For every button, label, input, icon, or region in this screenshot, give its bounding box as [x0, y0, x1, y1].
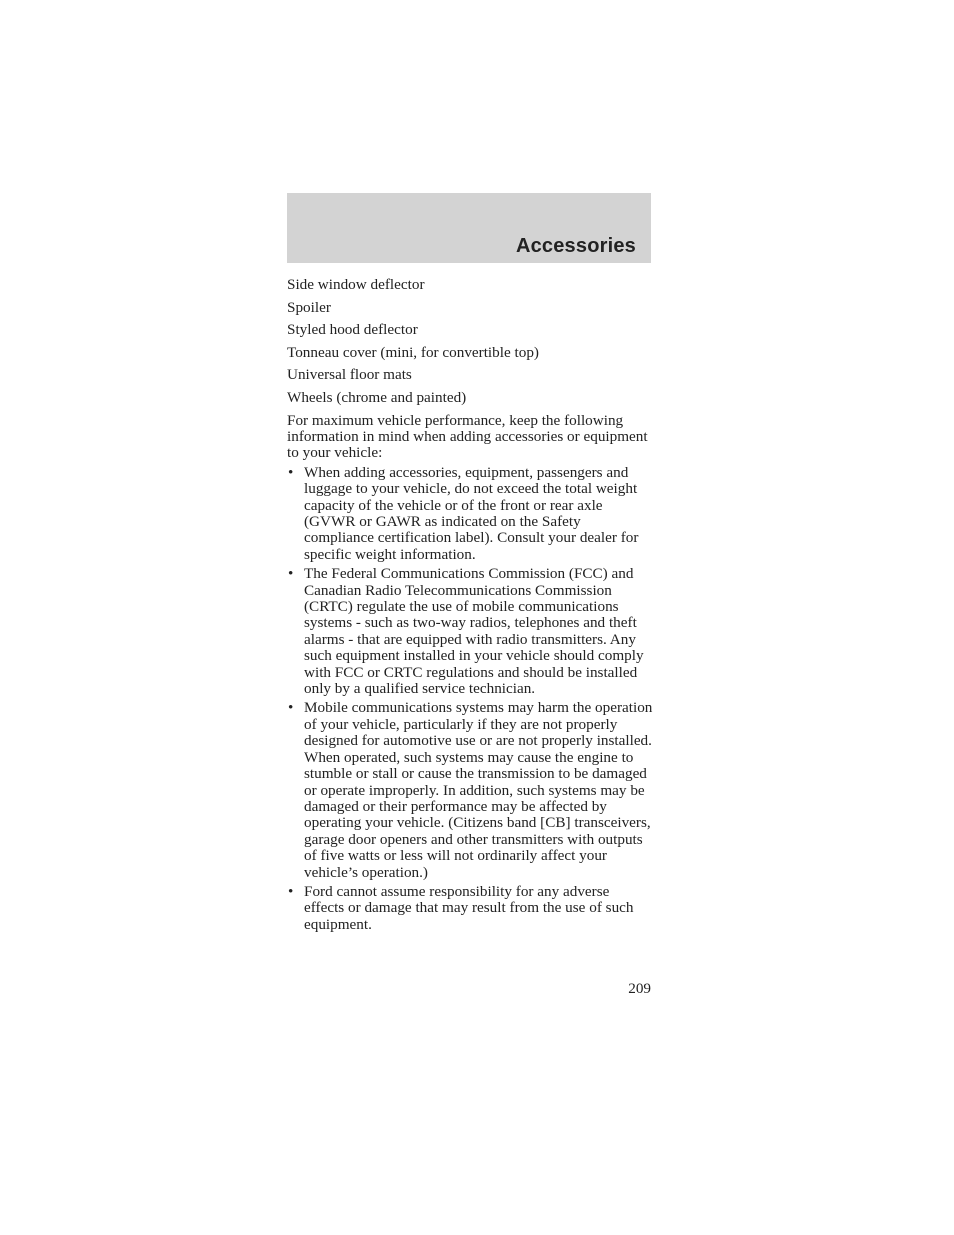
bullet-icon: •	[288, 699, 294, 717]
bullet-list	[287, 465, 653, 933]
bullet-item	[287, 465, 653, 563]
intro-paragraph: For maximum vehicle performance, keep the following information in mind when adding accessories or equipment to your vehicle:	[287, 411, 648, 462]
list-item: Side window deflector	[287, 276, 425, 293]
list-item: Spoiler	[287, 298, 331, 316]
bullet-icon: •	[288, 565, 294, 583]
section-header	[287, 193, 651, 263]
list-item: Tonneau cover (mini, for convertible top)	[287, 343, 539, 361]
bullet-text: Mobile communications systems may harm the operation of your vehicle, particularly if they are not properly designed for automotive use or are not properly installed. When operated, such systems may cause the engine to stumble or stall or cause the transmission to be damaged or operate improperly. In addition, such systems may be damaged or their performance may be affected by operating your vehicle. (Citizens band [CB] transceivers, garage door openers and other transmitters with outputs of five watts or less will not ordinarily affect your vehicle’s operation.)	[304, 699, 653, 881]
bullet-item	[287, 884, 653, 933]
bullet-item	[287, 700, 653, 880]
bullet-icon: •	[288, 882, 294, 900]
page-content	[287, 277, 653, 936]
bullet-icon: •	[288, 463, 294, 481]
bullet-text: When adding accessories, equipment, passengers and luggage to your vehicle, do not exceed the total weight capacity of the vehicle or of the front or rear axle (GVWR or GAWR as indicated on the Safety compliance certification label). Consult your dealer for specific weight information.	[304, 463, 639, 563]
section-title: Accessories	[515, 235, 636, 257]
list-item: Wheels (chrome and painted)	[287, 388, 467, 406]
list-item: Universal floor mats	[287, 366, 412, 384]
bullet-text: The Federal Communications Commission (FCC) and Canadian Radio Telecommunications Commission (CRTC) regulate the use of mobile communications systems - such as two-way radios, telephones and theft alarms - that are equipped with radio transmitters. Any such equipment installed in your vehicle should comply with FCC or CRTC regulations and should be installed only by a qualified service technician.	[304, 565, 644, 698]
page-number: 209	[628, 980, 651, 997]
list-item: Styled hood deflector	[287, 321, 418, 339]
bullet-item	[287, 566, 653, 697]
bullet-text: Ford cannot assume responsibility for any adverse effects or damage that may result from the use of such equipment.	[304, 882, 634, 933]
